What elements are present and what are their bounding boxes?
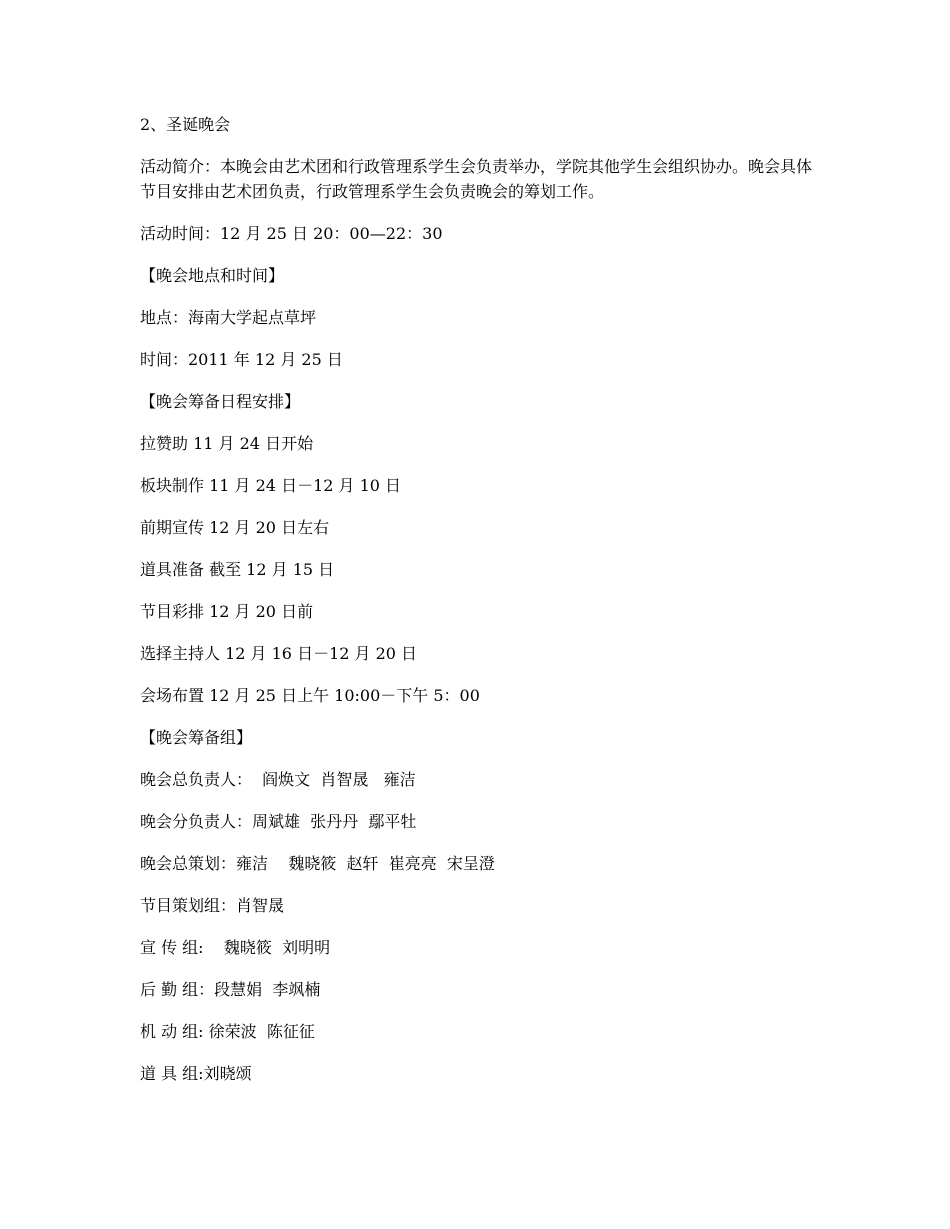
date-line: 时间：2011 年 12 月 25 日 (140, 350, 343, 369)
team-item: 宣 传 组: 魏晓筱 刘明明 (140, 938, 331, 957)
schedule-item: 板块制作 11 月 24 日－12 月 10 日 (140, 476, 402, 495)
schedule-item: 道具准备 截至 12 月 15 日 (140, 560, 335, 579)
schedule-item: 会场布置 12 月 25 日上午 10:00－下午 5：00 (140, 686, 480, 705)
venue-line: 地点：海南大学起点草坪 (140, 308, 317, 327)
team-item: 晚会总负责人： 阎焕文 肖智晟 雍洁 (140, 770, 416, 789)
document-body (140, 112, 820, 1103)
team-section-title: 【晚会筹备组】 (140, 728, 253, 747)
team-item: 晚会分负责人：周斌雄 张丹丹 鄢平牡 (140, 812, 417, 831)
schedule-item: 拉赞助 11 月 24 日开始 (140, 434, 314, 453)
venue-section-title: 【晚会地点和时间】 (140, 266, 285, 285)
activity-time: 活动时间：12 月 25 日 20：00—22：30 (140, 224, 443, 243)
team-item: 道 具 组:刘晓颂 (140, 1064, 252, 1083)
team-item: 晚会总策划：雍洁 魏晓筱 赵轩 崔亮亮 宋呈澄 (140, 854, 495, 873)
schedule-item: 前期宣传 12 月 20 日左右 (140, 518, 330, 537)
schedule-section-title: 【晚会筹备日程安排】 (140, 392, 301, 411)
team-item: 后 勤 组：段慧娟 李飒楠 (140, 980, 321, 999)
activity-intro: 活动简介：本晚会由艺术团和行政管理系学生会负责举办，学院其他学生会组织协办。晚会具体节目安排由艺术团负责，行政管理系学生会负责晚会的筹划工作。 (140, 157, 813, 201)
schedule-item: 选择主持人 12 月 16 日－12 月 20 日 (140, 644, 418, 663)
schedule-item: 节目彩排 12 月 20 日前 (140, 602, 314, 621)
section-heading: 2、圣诞晚会 (140, 115, 231, 134)
team-item: 节目策划组：肖智晟 (140, 896, 285, 915)
team-item: 机 动 组: 徐荣波 陈征征 (140, 1022, 315, 1041)
